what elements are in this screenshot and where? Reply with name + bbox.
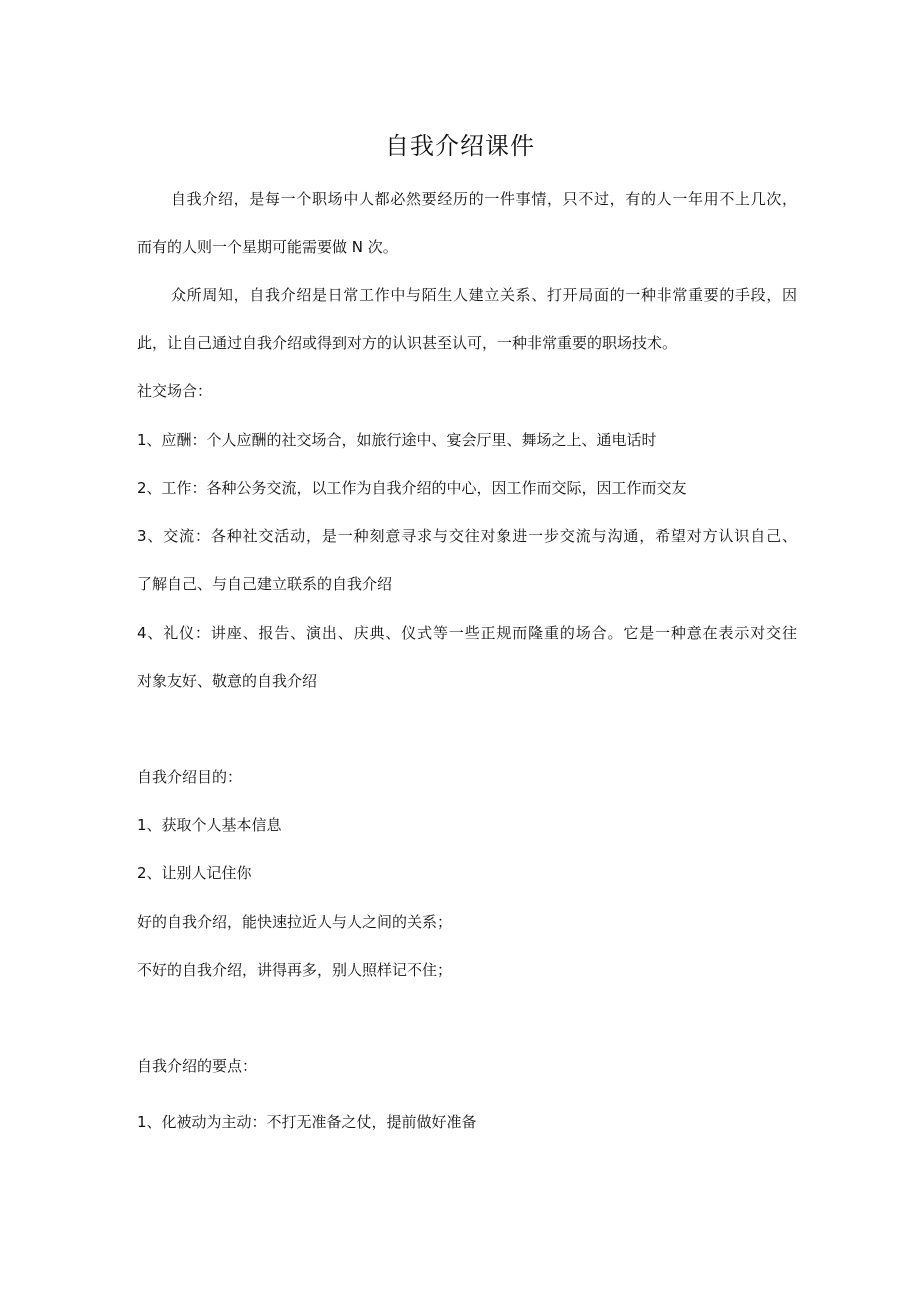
keypoints-heading: 自我介绍的要点： (137, 1057, 258, 1075)
occasions-heading: 社交场合： (137, 382, 213, 400)
document-title: 自我介绍课件 (385, 132, 535, 160)
intro-paragraph-2-line-1: 众所周知，自我介绍是日常工作中与陌生人建立关系、打开局面的一种非常重要的手段，因 (171, 286, 797, 304)
intro-paragraph-1-line-2: 而有的人则一个星期可能需要做 N 次。 (137, 238, 398, 256)
occasion-item-1: 1、应酬：个人应酬的社交场合，如旅行途中、宴会厅里、舞场之上、通电话时 (137, 431, 657, 449)
intro-paragraph-1-line-1: 自我介绍，是每一个职场中人都必然要经历的一件事情，只不过，有的人一年用不上几次， (171, 190, 797, 208)
occasion-item-4-line-1: 4、礼仪：讲座、报告、演出、庆典、仪式等一些正规而隆重的场合。它是一种意在表示对交往 (137, 624, 797, 642)
purpose-item-2: 2、让别人记住你 (137, 864, 252, 882)
intro-paragraph-2-line-2: 此，让自己通过自我介绍或得到对方的认识甚至认可，一种非常重要的职场技术。 (137, 334, 678, 352)
occasion-item-4-line-2: 对象友好、敬意的自我介绍 (137, 672, 318, 690)
purpose-good-note: 好的自我介绍，能快速拉近人与人之间的关系； (137, 913, 453, 931)
keypoint-item-1: 1、化被动为主动：不打无准备之仗，提前做好准备 (137, 1113, 477, 1131)
purpose-item-1: 1、获取个人基本信息 (137, 816, 282, 834)
occasion-item-3-line-2: 了解自己、与自己建立联系的自我介绍 (137, 575, 393, 593)
occasion-item-3-line-1: 3、交流：各种社交活动，是一种刻意寻求与交往对象进一步交流与沟通，希望对方认识自己、 (137, 527, 797, 545)
purpose-heading: 自我介绍目的： (137, 768, 243, 786)
purpose-bad-note: 不好的自我介绍，讲得再多，别人照样记不住； (137, 961, 453, 979)
occasion-item-2: 2、工作：各种公务交流，以工作为自我介绍的中心，因工作而交际，因工作而交友 (137, 479, 687, 497)
